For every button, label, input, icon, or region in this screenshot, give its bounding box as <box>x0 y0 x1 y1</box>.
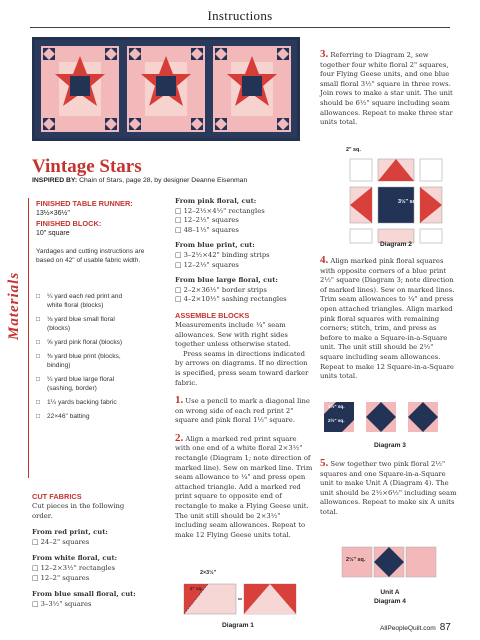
cut-group-title: From blue print, cut: <box>175 241 255 250</box>
cut-group-title: From pink floral, cut: <box>175 197 257 205</box>
block-heading: FINISHED BLOCK: <box>36 219 102 228</box>
materials-list <box>36 292 136 426</box>
diagram-center-label: 2½" sq. <box>346 557 366 563</box>
block-size: 10" square <box>36 230 70 237</box>
cut-line: □ 12–2½" squares <box>175 260 239 269</box>
quilt-illustration <box>35 40 297 138</box>
cut-line: □ 4–2×10½" sashing rectangles <box>175 295 287 304</box>
cut-line: □ 12–2½×4½" rectangles <box>175 206 265 215</box>
diagram-2-graphic <box>346 155 446 245</box>
right-column-middle <box>320 256 458 382</box>
diagram-1-label: Diagram 1 <box>222 622 254 629</box>
diagram-1-graphic <box>178 578 298 622</box>
cut-line: □ 12–2½" squares <box>175 216 239 225</box>
diagram-small-label: 1½" sq. <box>328 404 345 409</box>
diagram-3-label: Diagram 3 <box>374 442 406 449</box>
diagram-top-label: 2" sq. <box>346 147 361 153</box>
yardage-note: Yardages and cutting instructions are based on 42" of usable fabric width. <box>36 248 145 264</box>
cut-line: □ 3–3½" squares <box>32 599 92 608</box>
cut-fabrics-intro: Cut pieces in the following order. <box>32 502 125 520</box>
middle-column <box>175 197 313 540</box>
diagram-center-label: 3½" sq. <box>398 199 418 205</box>
diagram-dim: 2×3½" <box>200 570 217 576</box>
list-item: □ ⅜ yard blue print (blocks, binding) <box>36 353 121 369</box>
step-2: 2. Align a marked red print square with one end of a white floral 2×3½" rectangle (Diagram 1; note direction of marked line). Sew on marked line. Trim seam allowance to ¼" and press open attached triangle. Add a marked red print square to opposite end of rectangle to make a Flying Geese unit. The unit still should be 2×3½" including seam allowances. Repeat to make 12 Flying Geese units total. <box>175 431 313 539</box>
list-item: □ 22×46" batting <box>36 413 90 420</box>
materials-divider <box>28 198 29 478</box>
list-item: □ ⅛ yard blue small floral (blocks) <box>36 316 115 332</box>
cut-group-title: From blue large floral, cut: <box>175 276 278 285</box>
section-title: Instructions <box>207 8 273 23</box>
page-number: 87 <box>439 622 451 633</box>
diagram-3 <box>320 398 460 454</box>
materials-block <box>36 199 146 265</box>
right-column-bottom <box>320 459 458 518</box>
diagram-2 <box>346 145 446 251</box>
pattern-title: Vintage Stars <box>32 156 142 177</box>
materials-side-label-wrap <box>6 271 28 360</box>
unit-a-label: Unit A <box>380 589 400 596</box>
cut-group-title: From white floral, cut: <box>32 554 118 563</box>
diagram-sq: 2" sq. <box>190 586 203 591</box>
cut-fabrics-heading: CUT FABRICS <box>32 492 82 501</box>
assemble-heading: ASSEMBLE BLOCKS <box>175 310 250 320</box>
assemble-intro: Measurements include ¼" seam allowances. Sew with right sides together unless otherwise stated. <box>175 320 291 349</box>
footer <box>380 622 451 633</box>
cut-line: □ 48–1½" squares <box>175 225 239 234</box>
inspired-label: INSPIRED BY: <box>32 177 78 184</box>
assemble-intro-2: Press seams in directions indicated by arrows on diagrams. If no direction is specified, press seam toward darker fabric. <box>175 349 309 387</box>
inspired-text: Chain of Stars, page 28, by designer Deanne Eisenman <box>79 177 248 184</box>
step-3: 3. Referring to Diagram 2, sew together four white floral 2" squares, four Flying Geese units, and one blue small floral 3½" square in three rows. Join rows to make a star unit. The unit should be 6½" square including seam allowances. Repeat to make three star units total. <box>320 48 453 127</box>
cut-group-title: From red print, cut: <box>32 528 108 537</box>
list-item: □ ¼ yard blue large floral (sashing, border) <box>36 376 115 392</box>
runner-heading: FINISHED TABLE RUNNER: <box>36 199 133 208</box>
cut-line: □ 12–2×3½" rectangles <box>32 563 116 572</box>
header-divider <box>30 27 450 28</box>
diagram-4 <box>340 535 440 611</box>
diagram-big-label: 2½" sq. <box>328 418 345 423</box>
inspired-by <box>32 177 247 184</box>
materials-side-label: Materials <box>6 271 22 340</box>
cut-line: □ 12–2" squares <box>32 573 90 582</box>
cut-line: □ 2–2×36½" border strips <box>175 285 267 294</box>
quilt-photo <box>32 37 300 141</box>
cut-group-title: From blue small floral, cut: <box>32 590 136 599</box>
list-item: □ 1¼ yards backing fabric <box>36 399 117 406</box>
step-4: 4. Align marked pink floral squares with opposite corners of a blue print 2½" square (Diagram 3; note direction of marked lines). Sew on marked lines. Trim seam allowances to ¼" and press open attached triangles. Align marked pink floral squares with remaining corners; stitch, trim, and press as before to make a Square-in-a-Square unit. The unit still should be 2½" square including seam allowances. Repeat to make 12 Square-in-a-Square units total. <box>320 254 455 381</box>
right-column-top <box>320 50 458 128</box>
footer-site: AllPeopleQuilt.com <box>380 625 436 632</box>
runner-size: 13½×36½" <box>36 210 70 217</box>
step-1: 1. Use a pencil to mark a diagonal line on wrong side of each red print 2" square and pink floral 1½" square. <box>175 394 310 425</box>
cut-line: □ 24–2" squares <box>32 537 90 546</box>
step-5: 5. Sew together two pink floral 2½" squares and one Square-in-a-Square unit to make Unit A (Diagram 4). The unit should be 2½×6½" including seam allowances. Repeat to make six A units total. <box>320 457 457 516</box>
diagram-4-label: Diagram 4 <box>374 598 406 605</box>
list-item: □ ⅝ yard pink floral (blocks) <box>36 339 123 346</box>
cut-line: □ 3–2½×42" binding strips <box>175 250 270 259</box>
diagram-1 <box>178 570 298 632</box>
diagram-2-label: Diagram 2 <box>380 241 412 248</box>
list-item: □ ¼ yard each red print and white floral (blocks) <box>36 293 123 309</box>
cut-fabrics-section <box>32 492 144 609</box>
